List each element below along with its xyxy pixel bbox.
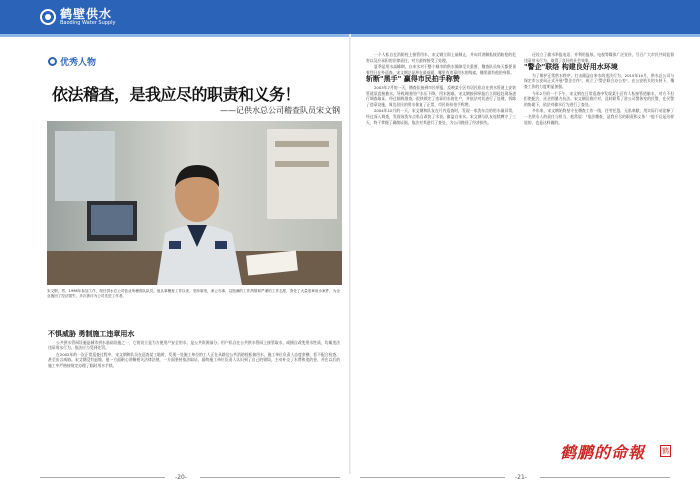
circle-bullet-icon	[48, 57, 57, 66]
footer-rule-right-a	[360, 477, 505, 478]
page-number-right: -21-	[515, 474, 527, 481]
paragraph: 在2002年的一次正常巡查过程中，宋文钢和队员在巡查某工地时，发现一处施工单位的工人正在从路边公共消防栓私接用水，施工单位负责人态度蛮横，拒不配合检查，甚至出言威胁。宋文钢没有退缩，他一方面耐心讲解相关法律法规，一方面坚持依法取证，最终施工单位负责人认识到了自己的错误，主动补交了水费和违约金，并在以后的施工中严格按规定办理了临时用水手续。	[48, 351, 340, 368]
paragraph: 公共供水管网设施是城市供水基础设施之一，它的设立是为方便用户安全用水，是公共资源部分。用户私自在公共供水管网上接管取水，或擅自改变用水性质，均属违法违章用水行为，依法应当受到处罚。	[48, 339, 340, 351]
page-header	[0, 0, 700, 34]
subhead-left: 不惧威胁 勇制施工违章用水	[48, 330, 135, 338]
logo-chinese: 鹤壁供水	[60, 7, 113, 21]
article-column-right-2	[524, 52, 674, 432]
paragraph: 夏季是用水高峰期，自来水对于整个城市的供水保障至关重要，稽查队员每天都要顶着烈日在外巡查。宋文钢总是冲在最前面，哪里有违章用水的线索，哪里就有他的身影。	[366, 64, 516, 75]
paragraph: 一个人私自在消防栓上接管用水，宋文钢立即上前制止，并向其讲解私接消防栓的危害以及应承担的法律责任，对方最终接受了处理。	[366, 52, 516, 63]
seal-stamp: 鹤	[662, 447, 669, 455]
article-subline: ——记供水总公司稽查队员宋文钢	[220, 106, 340, 115]
subhead-right-1: 斩断"黑手" 赢得市民拍手称赞	[366, 75, 460, 84]
water-drop-icon	[40, 9, 56, 25]
page-gutter	[349, 34, 351, 474]
article-column-left	[48, 330, 340, 450]
paragraph: 2003年7月的一天，稽查队接到市民举报，反映某小区有居民私自在供水管道上安装管道泵直接抽水，导致周围用户水压下降，用水困难。宋文钢接到举报后立即赶赴现场进行调查取证，经过细致排查，很快锁定了违章用水的住户，并依法对其进行了处理，拆除了违章设施，周边居民的用水恢复了正常，市民纷纷拍手称赞。	[366, 84, 516, 107]
footer-rule-right-b	[540, 477, 670, 478]
photo-caption: 宋文钢，男，1998年参加工作，现任供水总公司营业所稽查队队员。他从事稽查工作以来，坚持原则，秉公办事，以饱满的工作热情和严谨的工作态度，查处了大量违章用水案件，为企业挽回了经济损失，多次被评为公司先进工作者。	[47, 289, 341, 299]
paragraph: 2004年10月的一天，宋文钢和队友在片内巡查时，发现一家洗车点的用水量异常，经过深入调查，发现该洗车点私自改装了水表，偷盗自来水。宋文钢与队友连续蹲守了三天，终于掌握了确凿证据，依法对其进行了查处，为公司挽回了经济损失。	[366, 108, 516, 125]
section-heading	[48, 55, 96, 68]
paragraph: 多年来，宋文钢始终坚守在稽查工作一线，任劳任怨，无私奉献，用实际行动诠释了一名供水人的责任与担当，他常说："依法稽查，是我应尽的职责和义务！"他不仅是这样说的，也是这样做的。	[524, 108, 674, 125]
logo-english: Baoding Water Supply	[60, 20, 116, 26]
paragraph: 还设立了偷水举报电话，并利用报纸、电视等媒体广泛宣传，号召广大市民共同监督违章用水行为，取得了良好的社会效果。	[524, 52, 674, 63]
footer-rule-left-b	[200, 477, 340, 478]
brand-logo	[40, 8, 115, 26]
article-column-right-1	[366, 52, 516, 450]
article-headline: 依法稽查，是我应尽的职责和义务！	[52, 85, 301, 104]
page-number-left: -20-	[175, 474, 187, 481]
paragraph: 今年2月的一个下午，宋文钢在日常巡查中发现某小区有人私接管道偷水，对方不但拒绝配合，还企图暴力抗法。宋文钢沉着应对，及时联系了驻公司警务室的民警，在民警的协助下，依法对偷水行为进行了查处。	[524, 90, 674, 107]
section-title: 优秀人物	[60, 58, 97, 68]
paragraph: 为了维护正常供水秩序，打击偷盗自来水的违法行为，2015年10月，供水总公司与保定市公安局正式开展"警企合作"，成立了"警企联合办公室"，在公安机关的支持下，稽查工作的力度明显加强。	[524, 72, 674, 89]
portrait-photo	[47, 121, 342, 285]
subhead-right-2: "警企"联络 构建良好用水环境	[524, 63, 618, 72]
calligraphy-signature: 鹤鹏的命報	[560, 443, 646, 462]
footer-rule-left-a	[40, 477, 165, 478]
